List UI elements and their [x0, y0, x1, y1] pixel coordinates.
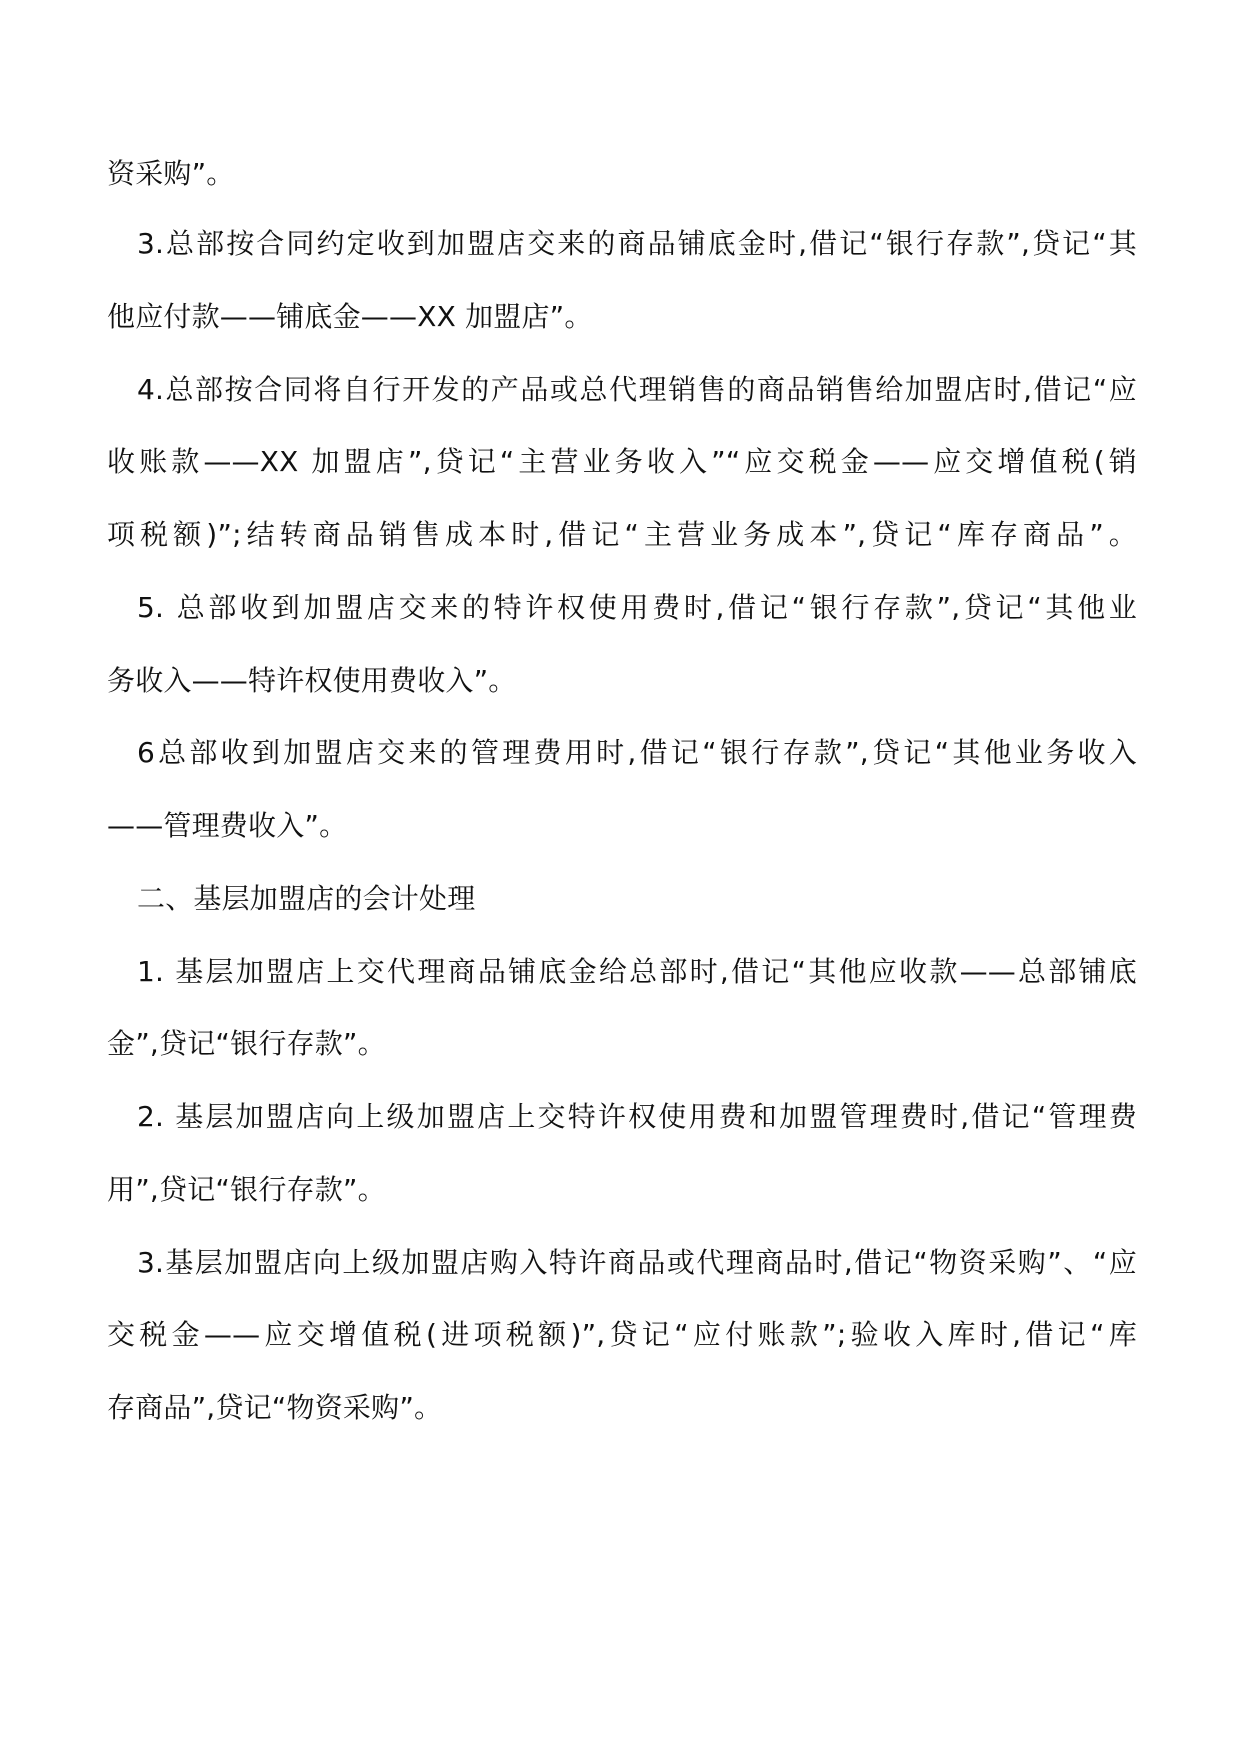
text-line-13: 金”,贷记“银行存款”。 [107, 1027, 386, 1060]
section-heading: 二、基层加盟店的会计处理 [137, 882, 476, 915]
text-line-2: 3.总部按合同约定收到加盟店交来的商品铺底金时,借记“银行存款”,贷记“其 [137, 227, 1137, 260]
text-line-1: 资采购”。 [107, 157, 235, 190]
text-line-9: 6总部收到加盟店交来的管理费用时,借记“银行存款”,贷记“其他业务收入 [137, 736, 1137, 769]
text-line-18: 存商品”,贷记“物资采购”。 [107, 1391, 443, 1424]
text-line-10: ——管理费收入”。 [107, 809, 348, 842]
text-line-12: 1. 基层加盟店上交代理商品铺底金给总部时,借记“其他应收款——总部铺底 [137, 955, 1137, 988]
text-line-5: 收账款——XX 加盟店”,贷记“主营业务收入”“应交税金——应交增值税(销 [107, 445, 1137, 478]
text-line-14: 2. 基层加盟店向上级加盟店上交特许权使用费和加盟管理费时,借记“管理费 [137, 1100, 1137, 1133]
text-line-6: 项税额)”;结转商品销售成本时,借记“主营业务成本”,贷记“库存商品”。 [107, 518, 1137, 551]
text-line-7: 5. 总部收到加盟店交来的特许权使用费时,借记“银行存款”,贷记“其他业 [137, 591, 1137, 624]
text-line-8: 务收入——特许权使用费收入”。 [107, 664, 517, 697]
text-line-3: 他应付款——铺底金——XX 加盟店”。 [107, 300, 593, 333]
text-line-4: 4.总部按合同将自行开发的产品或总代理销售的商品销售给加盟店时,借记“应 [137, 373, 1137, 406]
text-line-16: 3.基层加盟店向上级加盟店购入特许商品或代理商品时,借记“物资采购”、“应 [137, 1246, 1137, 1279]
text-line-17: 交税金——应交增值税(进项税额)”,贷记“应付账款”;验收入库时,借记“库 [107, 1318, 1137, 1351]
text-line-15: 用”,贷记“银行存款”。 [107, 1173, 386, 1206]
